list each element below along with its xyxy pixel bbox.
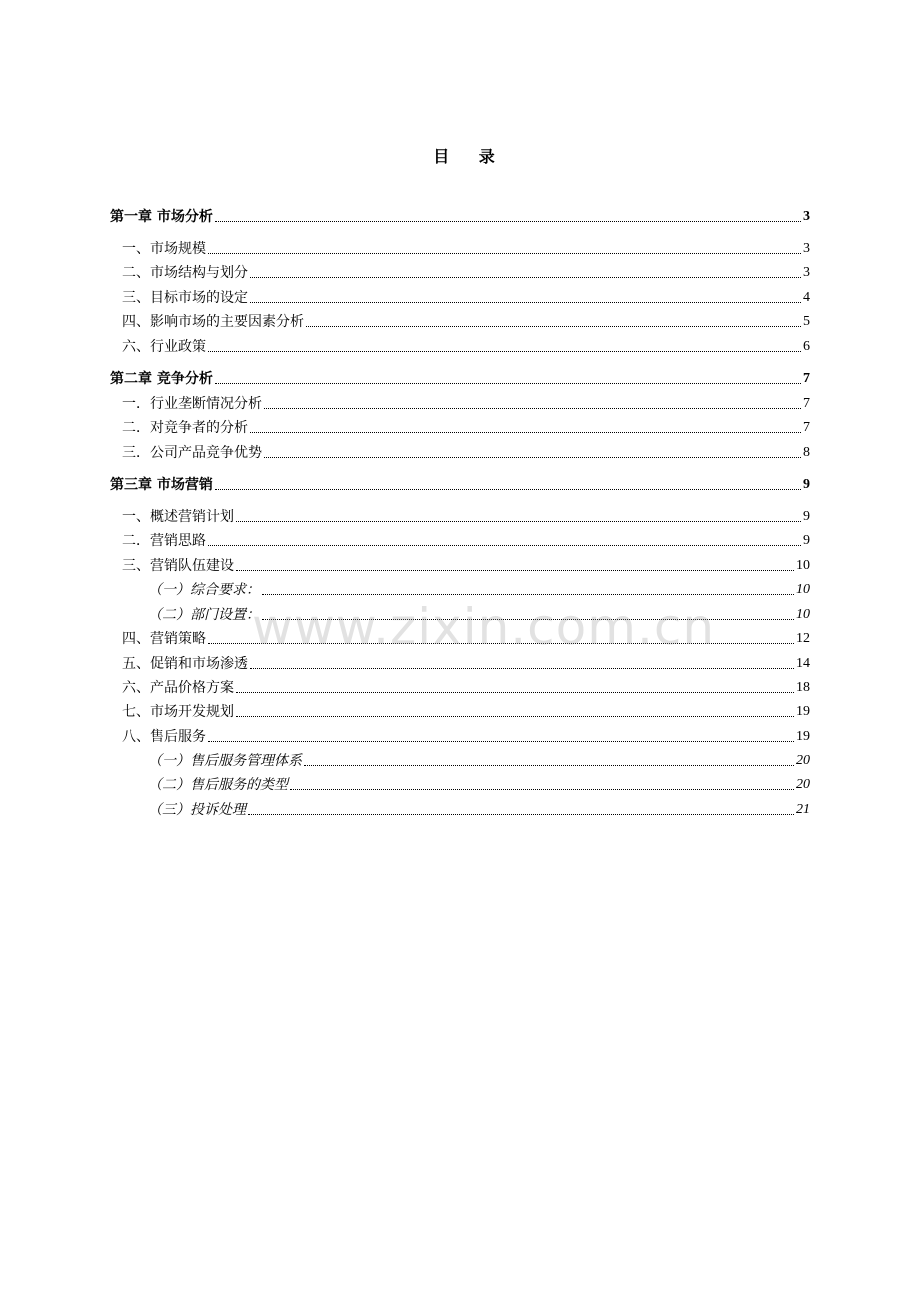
- dot-leader: [236, 691, 794, 693]
- toc-page-number: 9: [803, 509, 810, 524]
- toc-page-number: 19: [796, 729, 810, 744]
- toc-chapter-entry[interactable]: [110, 203, 810, 227]
- toc-page-number: 20: [796, 777, 810, 792]
- toc-page-number: 7: [803, 371, 810, 386]
- toc-page-number: 9: [803, 477, 810, 492]
- toc-entry-label: 四、影响市场的主要因素分析: [122, 314, 304, 330]
- toc-entry-label: 一、概述营销计划: [122, 509, 234, 525]
- dot-leader: [208, 642, 794, 644]
- toc-entry-label: 三、目标市场的设定: [122, 290, 248, 306]
- dot-leader: [306, 325, 801, 327]
- toc-entry-label: 三．公司产品竞争优势: [122, 445, 262, 461]
- toc-section-entry[interactable]: [110, 723, 810, 747]
- dot-leader: [215, 220, 801, 222]
- toc-entry-label: 八、售后服务: [122, 729, 206, 745]
- toc-entry-label: 二．营销思路: [122, 533, 206, 549]
- toc-entry-label: （一）售后服务管理体系: [148, 753, 302, 769]
- toc-entry-label: 第一章 市场分析: [110, 209, 213, 225]
- toc-section-entry[interactable]: [110, 439, 810, 463]
- toc-section-entry[interactable]: [110, 552, 810, 576]
- toc-title: 目 录: [433, 147, 507, 166]
- dot-leader: [215, 382, 801, 384]
- toc-entry-label: 第三章 市场营销: [110, 477, 213, 493]
- watermark: www.zixin.com.cn: [252, 598, 716, 656]
- toc-page-number: 6: [803, 339, 810, 354]
- toc-entry-label: 六、产品价格方案: [122, 680, 234, 696]
- toc-section-entry[interactable]: [110, 414, 810, 438]
- toc-entry-label: 四、营销策略: [122, 631, 206, 647]
- toc-entry-label: 一、市场规模: [122, 241, 206, 257]
- toc-entry-label: 五、促销和市场渗透: [122, 656, 248, 672]
- dot-leader: [250, 276, 801, 278]
- dot-leader: [262, 593, 794, 595]
- toc-subsection-entry[interactable]: [110, 601, 810, 625]
- dot-leader: [236, 715, 794, 717]
- toc-page-number: 4: [803, 290, 810, 305]
- dot-leader: [236, 520, 801, 522]
- toc-page-number: 3: [803, 265, 810, 280]
- toc-entry-label: 三、营销队伍建设: [122, 558, 234, 574]
- toc-entry-label: 第二章 竞争分析: [110, 371, 213, 387]
- toc-entry-label: 一．行业垄断情况分析: [122, 396, 262, 412]
- toc-entry-label: （三）投诉处理: [148, 802, 246, 818]
- toc-page-number: 9: [803, 533, 810, 548]
- toc-page-number: 7: [803, 420, 810, 435]
- dot-leader: [236, 569, 794, 571]
- toc-page-number: 8: [803, 445, 810, 460]
- toc-section-entry[interactable]: [110, 390, 810, 414]
- toc-page-number: 10: [796, 558, 810, 573]
- toc-page-number: 10: [796, 582, 810, 597]
- toc-entry-label: （二）售后服务的类型: [148, 777, 288, 793]
- toc-section-entry[interactable]: [110, 674, 810, 698]
- dot-leader: [250, 667, 794, 669]
- dot-leader: [248, 813, 794, 815]
- toc-chapter-entry[interactable]: [110, 365, 810, 389]
- dot-leader: [264, 456, 801, 458]
- toc-entry-label: （二）部门设置：: [148, 607, 260, 623]
- dot-leader: [262, 618, 794, 620]
- toc-entry-label: 七、市场开发规划: [122, 704, 234, 720]
- dot-leader: [250, 301, 801, 303]
- toc-page-number: 3: [803, 209, 810, 224]
- toc-entry-label: 二．对竞争者的分析: [122, 420, 248, 436]
- toc-section-entry[interactable]: [110, 698, 810, 722]
- toc-page-number: 20: [796, 753, 810, 768]
- toc-subsection-entry[interactable]: [110, 796, 810, 820]
- toc-section-entry[interactable]: [110, 503, 810, 527]
- dot-leader: [264, 407, 801, 409]
- dot-leader: [304, 764, 794, 766]
- toc-page-number: 5: [803, 314, 810, 329]
- toc-section-entry[interactable]: [110, 650, 810, 674]
- toc-page-number: 18: [796, 680, 810, 695]
- dot-leader: [215, 488, 801, 490]
- dot-leader: [290, 788, 794, 790]
- toc-section-entry[interactable]: [110, 625, 810, 649]
- toc-section-entry[interactable]: [110, 284, 810, 308]
- toc-page-number: 10: [796, 607, 810, 622]
- toc-page-number: 3: [803, 241, 810, 256]
- toc-section-entry[interactable]: [110, 235, 810, 259]
- toc-entry-label: 二、市场结构与划分: [122, 265, 248, 281]
- toc-page-number: 14: [796, 656, 810, 671]
- toc-section-entry[interactable]: [110, 527, 810, 551]
- dot-leader: [208, 544, 801, 546]
- toc-page-number: 19: [796, 704, 810, 719]
- toc-section-entry[interactable]: [110, 259, 810, 283]
- toc-subsection-entry[interactable]: [110, 576, 810, 600]
- toc-chapter-entry[interactable]: [110, 471, 810, 495]
- dot-leader: [208, 252, 801, 254]
- toc-entry-label: 六、行业政策: [122, 339, 206, 355]
- toc-page-number: 7: [803, 396, 810, 411]
- toc-entry-label: （一）综合要求：: [148, 582, 260, 598]
- dot-leader: [208, 740, 794, 742]
- toc-subsection-entry[interactable]: [110, 771, 810, 795]
- toc-page-number: 12: [796, 631, 810, 646]
- toc-section-entry[interactable]: [110, 308, 810, 332]
- dot-leader: [208, 350, 801, 352]
- dot-leader: [250, 431, 801, 433]
- toc-page-number: 21: [796, 802, 810, 817]
- toc-subsection-entry[interactable]: [110, 747, 810, 771]
- toc-section-entry[interactable]: [110, 333, 810, 357]
